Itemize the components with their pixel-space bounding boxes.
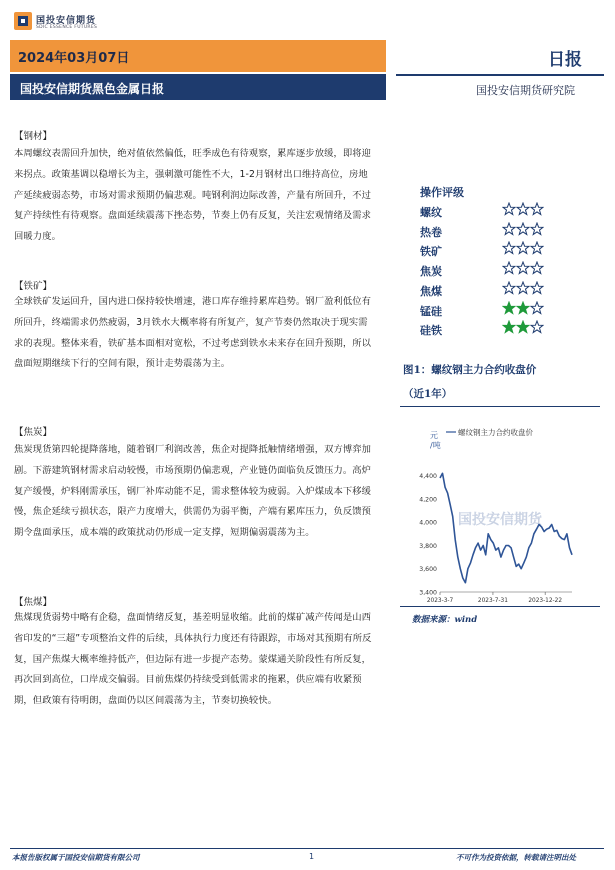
empty-star-icon xyxy=(502,222,516,236)
section-heading-steel: 【钢材】 xyxy=(14,131,53,142)
rating-row xyxy=(420,281,560,301)
section-body-coke: 焦炭现货第四轮提降落地，随着钢厂利润改善，焦企对提降抵触情绪增强，双方博弈加剧。下游建筑钢材需求启动较慢，市场预期仍偏悲观，产业链仍面临负反馈压力。高炉复产缓慢，炉料刚需承压，钢厂补库动能不足，需求整体较为疲弱。入炉煤成本下移缓慢，焦企延续亏损状态，限产力度增大，供需仍为弱平衡，产端有累库压力，负反馈预期令盘面承压，成本端的政策扰动仍形成一定支撑，短期偏弱震荡为主。 xyxy=(14,444,372,539)
rating-stars xyxy=(502,241,544,257)
rating-name: 铁矿 xyxy=(420,245,442,259)
header-divider xyxy=(396,74,604,76)
page-number: 1 xyxy=(309,852,315,861)
rating-row xyxy=(420,261,560,281)
report-title: 国投安信期货黑色金属日报 xyxy=(20,82,165,96)
empty-star-icon xyxy=(516,202,530,216)
rating-row xyxy=(420,202,560,222)
footer-copyright: 本报告版权属于国投安信期货有限公司 xyxy=(12,853,140,862)
empty-star-icon xyxy=(516,261,530,275)
rating-name: 硅铁 xyxy=(420,324,442,338)
company-logo xyxy=(14,10,124,34)
y-tick-label: 4,200 xyxy=(419,496,437,504)
empty-star-icon xyxy=(502,202,516,216)
y-tick-label: 3,600 xyxy=(419,566,437,574)
report-date: 2024年03月07日 xyxy=(18,51,130,66)
section-body-coking-coal: 焦煤现货弱势中略有企稳，盘面情绪反复，基差明显收缩。此前的煤矿减产传闻是山西省印发的“三超”专项整治文件的后续，具体执行力度还有待跟踪，市场对其预期有所反复，国产焦煤大概率维持低产，但边际有进一步提产态势。蒙煤通关阶段性有所反复，再次回到高位，口岸成交偏弱。目前焦煤仍持续受到低需求的拖累，供应端有收紧预期，但政策有待明朗，盘面仍以区间震荡为主，节奏切换较快。 xyxy=(14,612,372,707)
y-tick-label: 4,400 xyxy=(419,473,437,481)
section-heading-coking-coal: 【焦煤】 xyxy=(14,597,53,608)
rating-name: 焦煤 xyxy=(420,284,442,298)
rating-stars xyxy=(502,301,544,317)
x-tick-label: 2023-12-22 xyxy=(528,598,563,604)
x-tick-label: 2023-3-7 xyxy=(426,598,454,604)
empty-star-icon xyxy=(516,241,530,255)
empty-star-icon xyxy=(502,261,516,275)
empty-star-icon xyxy=(502,241,516,255)
institute-name: 国投安信期货研究院 xyxy=(476,84,575,97)
y-tick-label: 3,800 xyxy=(419,542,437,550)
rating-row xyxy=(420,241,560,261)
section-body-steel: 本周螺纹表需回升加快，绝对值依然偏低，旺季成色有待观察，累库逐步放缓，即将迎来拐点。政策基调以稳增长为主，强刺激可能性不大，1-2月钢材出口维持高位，房地产延续疲弱态势，市场对需求预期仍偏悲观。吨钢利润边际改善，产量有所回升，不过复产持续性有待观察。盘面延续震荡下挫态势，节奏上仍有反复，关注宏观情绪及需求回暖力度。 xyxy=(14,148,372,243)
footer-divider xyxy=(10,848,604,849)
empty-star-icon xyxy=(530,202,544,216)
logo-text-en: SDIC ESSENCE FUTURES xyxy=(36,25,98,30)
rating-stars xyxy=(502,222,544,238)
rating-title: 操作评级 xyxy=(420,186,464,199)
rating-stars xyxy=(502,202,544,218)
logo-mark-icon xyxy=(14,12,32,30)
figure-subtitle: （近1年） xyxy=(403,388,453,400)
rating-stars xyxy=(502,261,544,277)
section-heading-coke: 【焦炭】 xyxy=(14,427,53,438)
series-line xyxy=(440,473,572,582)
empty-star-icon xyxy=(530,241,544,255)
figure-divider-bottom xyxy=(400,606,600,607)
watermark: 国投安信期货 xyxy=(458,512,542,528)
empty-star-icon xyxy=(502,281,516,295)
empty-star-icon xyxy=(516,222,530,236)
y-tick-label: 4,000 xyxy=(419,519,437,527)
rating-row xyxy=(420,320,560,340)
legend-label: 螺纹钢主力合约收盘价 xyxy=(458,428,533,437)
y-axis-unit: /吨 xyxy=(430,441,441,450)
filled-star-icon xyxy=(516,320,530,334)
filled-star-icon xyxy=(502,320,516,334)
figure-title: 图1：螺纹钢主力合约收盘价 xyxy=(403,364,537,376)
rating-name: 锰硅 xyxy=(420,304,442,318)
empty-star-icon xyxy=(530,261,544,275)
rating-row xyxy=(420,222,560,242)
figure-divider-top xyxy=(400,406,600,407)
footer-disclaimer: 不可作为投资依据，转载请注明出处 xyxy=(456,853,576,862)
doc-type-label: 日报 xyxy=(548,50,582,70)
section-heading-iron-ore: 【铁矿】 xyxy=(14,281,53,292)
filled-star-icon xyxy=(502,301,516,315)
rating-name: 焦炭 xyxy=(420,265,442,279)
rating-row xyxy=(420,301,560,321)
empty-star-icon xyxy=(530,320,544,334)
empty-star-icon xyxy=(530,281,544,295)
section-body-iron-ore: 全球铁矿发运回升，国内进口保持较快增速，港口库存维持累库趋势。钢厂盈利低位有所回升，终端需求仍然疲弱，3月铁水大概率将有所复产，复产节奏仍然取决于现实需求的表现。整体来看，铁矿基本面相对宽松，不过考虑到铁水未来存在回升预期，所以盘面短期继续下行的空间有限，预计走势震荡为主。 xyxy=(14,296,372,370)
empty-star-icon xyxy=(516,281,530,295)
rating-name: 螺纹 xyxy=(420,206,442,219)
rating-name: 热卷 xyxy=(420,225,442,239)
y-axis-unit: 元 xyxy=(430,431,438,440)
empty-star-icon xyxy=(530,222,544,236)
rating-stars xyxy=(502,320,544,336)
x-tick-label: 2023-7-31 xyxy=(477,598,508,604)
filled-star-icon xyxy=(516,301,530,315)
data-source: 数据来源：wind xyxy=(412,615,478,625)
price-line-chart xyxy=(400,412,600,604)
logo-text-cn: 国投安信期货 xyxy=(36,16,97,26)
empty-star-icon xyxy=(530,301,544,315)
rating-stars xyxy=(502,281,544,297)
y-tick-label: 3,400 xyxy=(419,589,437,597)
